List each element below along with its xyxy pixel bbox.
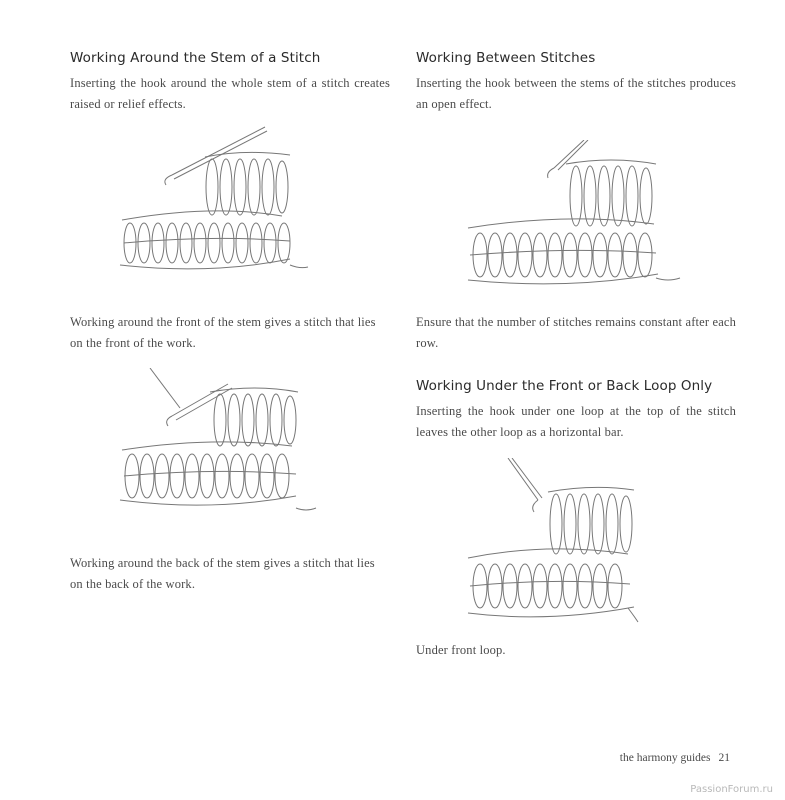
illustration-between-stitches <box>458 140 688 290</box>
section-front-back-loop <box>416 378 736 394</box>
page-number: 21 <box>718 752 730 764</box>
section-body-loop: Inserting the hook under one loop at the top of the stitch leaves the other loop as a horizontal bar. <box>416 404 736 439</box>
watermark: PassionForum.ru <box>690 784 773 795</box>
caption-back-stem: Working around the back of the stem gives a stitch that lies on the back of the work. <box>70 556 375 591</box>
series-name: the harmony guides <box>619 752 711 764</box>
page-footer <box>620 752 730 764</box>
section-title-loop: Working Under the Front or Back Loop Only <box>416 378 713 394</box>
caption-front-loop: Under front loop. <box>416 643 506 657</box>
illustration-front-stem <box>110 125 310 280</box>
caption-between: Ensure that the number of stitches remains constant after each row. <box>416 315 736 350</box>
caption-front-stem: Working around the front of the stem gives a stitch that lies on the front of the work. <box>70 315 376 350</box>
section-stem-stitch <box>70 50 390 66</box>
illustration-front-loop <box>458 458 658 628</box>
section-body-stem: Inserting the hook around the whole stem of a stitch creates raised or relief effects. <box>70 76 390 111</box>
section-title-between: Working Between Stitches <box>416 50 596 66</box>
illustration-back-stem <box>110 368 320 528</box>
section-title-stem: Working Around the Stem of a Stitch <box>70 50 321 66</box>
section-between-stitches <box>416 50 736 66</box>
section-body-between: Inserting the hook between the stems of the stitches produces an open effect. <box>416 76 736 111</box>
